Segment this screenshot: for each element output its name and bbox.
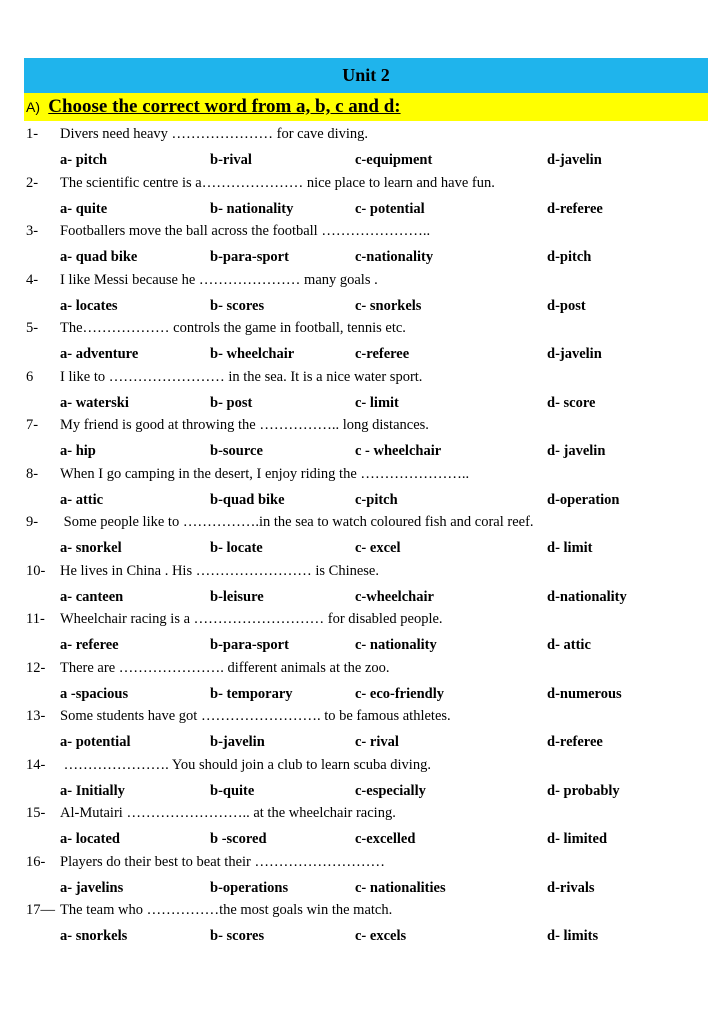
option-b: b- temporary [210, 685, 293, 702]
option-b: b-para-sport [210, 637, 289, 653]
option-c: c- snorkels [355, 297, 422, 314]
question-text: Some students have got ……………………. to be famous athletes. [60, 708, 451, 724]
question-item [0, 900, 724, 949]
option-a: a- adventure [60, 346, 139, 362]
option-c: c-nationality [355, 249, 434, 265]
answer-options [0, 443, 724, 463]
question-text: He lives in China . His …………………… is Chinese. [60, 562, 379, 579]
question-item [0, 706, 724, 755]
question-text: There are …………………. different animals at the zoo. [60, 659, 390, 676]
question-line [26, 805, 396, 822]
question-item [0, 658, 724, 707]
option-b: b- scores [210, 928, 265, 944]
question-item [0, 803, 724, 852]
question-line [26, 320, 406, 337]
answer-options [0, 880, 724, 900]
option-a: a- located [60, 831, 120, 847]
question-text: Some people like to …………….in the sea to watch coloured fish and coral reef. [60, 514, 534, 530]
option-c: c- nationality [355, 637, 437, 653]
question-line [26, 272, 378, 289]
option-d: d-rivals [547, 879, 595, 896]
option-d: d-javelin [547, 346, 602, 362]
option-a: a- Initially [60, 782, 125, 799]
question-number: 6 [26, 368, 34, 385]
option-c: c-equipment [355, 152, 433, 168]
answer-options [0, 540, 724, 560]
question-text: When I go camping in the desert, I enjoy riding the ………………….. [60, 465, 470, 482]
question-line [26, 126, 368, 143]
option-c: c- excels [355, 928, 407, 944]
option-d: d-javelin [547, 152, 602, 168]
question-line [26, 417, 429, 434]
option-b: b-rival [210, 152, 252, 168]
option-b: b-javelin [210, 734, 265, 750]
option-b: b- locate [210, 540, 263, 556]
question-item [0, 852, 724, 901]
option-c: c- limit [355, 394, 399, 411]
question-number: 11- [26, 611, 45, 627]
option-c: c- eco-friendly [355, 685, 444, 702]
option-d: d- probably [547, 782, 620, 799]
question-number: 10- [26, 562, 46, 579]
answer-options [0, 249, 724, 269]
option-d: d- attic [547, 637, 591, 653]
unit-title: Unit 2 [342, 65, 390, 85]
option-d: d-operation [547, 491, 620, 508]
option-b: b- post [210, 394, 253, 411]
question-text: The scientific centre is a………………… nice place to learn and have fun. [60, 174, 495, 191]
answer-options [0, 152, 724, 172]
answer-options [0, 346, 724, 366]
question-line [26, 660, 390, 677]
answer-options [0, 686, 724, 706]
option-b: b- scores [210, 297, 265, 314]
question-item [0, 512, 724, 561]
option-d: d-post [547, 297, 586, 314]
question-item [0, 609, 724, 658]
answer-options [0, 831, 724, 851]
answer-options [0, 783, 724, 803]
answer-options [0, 637, 724, 657]
option-b: b- nationality [210, 200, 294, 217]
question-line [26, 223, 430, 240]
option-c: c-referee [355, 346, 410, 362]
question-text: My friend is good at throwing the …………….. long distances. [60, 417, 429, 433]
option-c: c-wheelchair [355, 588, 434, 605]
option-b: b-source [210, 443, 263, 459]
option-a: a- pitch [60, 152, 108, 168]
question-line [26, 514, 534, 531]
question-number: 12- [26, 659, 46, 676]
instruction-banner [24, 93, 708, 121]
answer-options [0, 298, 724, 318]
answer-options [0, 395, 724, 415]
option-d: d-nationality [547, 588, 627, 605]
option-d: d- limited [547, 831, 608, 847]
question-list [0, 124, 724, 949]
option-d: d-referee [547, 734, 603, 750]
option-a: a- javelins [60, 879, 124, 896]
option-a: a -spacious [60, 685, 129, 702]
question-item [0, 755, 724, 804]
question-item [0, 415, 724, 464]
option-a: a- attic [60, 491, 104, 508]
option-a: a- quad bike [60, 249, 138, 265]
option-b: b-leisure [210, 588, 264, 605]
question-text: …………………. You should join a club to learn scuba diving. [60, 756, 431, 773]
answer-options [0, 734, 724, 754]
question-text: The……………… controls the game in football, tennis etc. [60, 320, 406, 336]
question-text: Players do their best to beat their ……………………… [60, 853, 385, 870]
option-d: d-pitch [547, 249, 592, 265]
option-b: b-operations [210, 879, 289, 896]
option-c: c-excelled [355, 831, 416, 847]
option-a: a- hip [60, 443, 96, 459]
question-number: 17— [26, 902, 55, 918]
question-line [26, 466, 469, 483]
option-d: d-numerous [547, 685, 622, 702]
question-number: 1- [26, 126, 39, 142]
answer-options [0, 589, 724, 609]
question-line [26, 175, 495, 192]
option-b: b-quite [210, 782, 255, 799]
option-a: a- potential [60, 734, 131, 750]
option-d: d- limits [547, 928, 599, 944]
answer-options [0, 492, 724, 512]
question-line [26, 708, 451, 725]
question-text: Al-Mutairi …………………….. at the wheelchair racing. [60, 805, 396, 821]
option-d: d- limit [547, 540, 593, 556]
option-d: d- score [547, 394, 596, 411]
question-line [26, 369, 422, 386]
option-c: c-especially [355, 782, 426, 799]
question-item [0, 561, 724, 610]
option-c: c- rival [355, 734, 399, 750]
option-b: b-quad bike [210, 491, 285, 508]
question-line [26, 563, 379, 580]
answer-options [0, 928, 724, 948]
option-c: c- potential [355, 200, 425, 217]
question-text: I like Messi because he ………………… many goals . [60, 271, 378, 288]
option-c: c- excel [355, 540, 401, 556]
question-item [0, 124, 724, 173]
instruction-text: Choose the correct word from a, b, c and d: [48, 96, 401, 117]
question-number: 15- [26, 805, 46, 821]
option-a: a- referee [60, 637, 119, 653]
question-number: 7- [26, 417, 39, 433]
question-number: 14- [26, 756, 46, 773]
question-text: Wheelchair racing is a ……………………… for disabled people. [60, 611, 443, 627]
question-number: 2- [26, 174, 39, 191]
option-a: a- snorkel [60, 540, 122, 556]
question-number: 16- [26, 853, 46, 870]
option-a: a- quite [60, 200, 108, 217]
option-b: b -scored [210, 831, 267, 847]
question-line [26, 902, 392, 919]
question-line [26, 757, 431, 774]
question-line [26, 611, 443, 628]
option-d: d- javelin [547, 443, 606, 459]
question-item [0, 221, 724, 270]
question-line [26, 854, 385, 871]
unit-title-banner [24, 58, 708, 93]
option-a: a- waterski [60, 394, 129, 411]
question-number: 3- [26, 223, 39, 239]
question-text: Footballers move the ball across the football ………………….. [60, 223, 431, 239]
question-item [0, 270, 724, 319]
question-number: 8- [26, 465, 39, 482]
question-item [0, 173, 724, 222]
question-text: The team who ……………the most goals win the match. [60, 902, 393, 918]
section-letter: A) [26, 99, 40, 115]
answer-options [0, 201, 724, 221]
option-b: b-para-sport [210, 249, 289, 265]
question-item [0, 464, 724, 513]
question-number: 9- [26, 514, 39, 530]
option-c: c-pitch [355, 491, 398, 508]
option-a: a- canteen [60, 588, 124, 605]
option-c: c- nationalities [355, 879, 446, 896]
question-item [0, 318, 724, 367]
question-number: 13- [26, 708, 46, 724]
option-b: b- wheelchair [210, 346, 295, 362]
question-text: Divers need heavy ………………… for cave diving. [60, 126, 369, 142]
option-c: c - wheelchair [355, 443, 442, 459]
question-text: I like to …………………… in the sea. It is a nice water sport. [60, 368, 423, 385]
option-d: d-referee [547, 200, 603, 217]
question-item [0, 367, 724, 416]
question-number: 5- [26, 320, 39, 336]
question-number: 4- [26, 271, 39, 288]
option-a: a- locates [60, 297, 118, 314]
option-a: a- snorkels [60, 928, 128, 944]
